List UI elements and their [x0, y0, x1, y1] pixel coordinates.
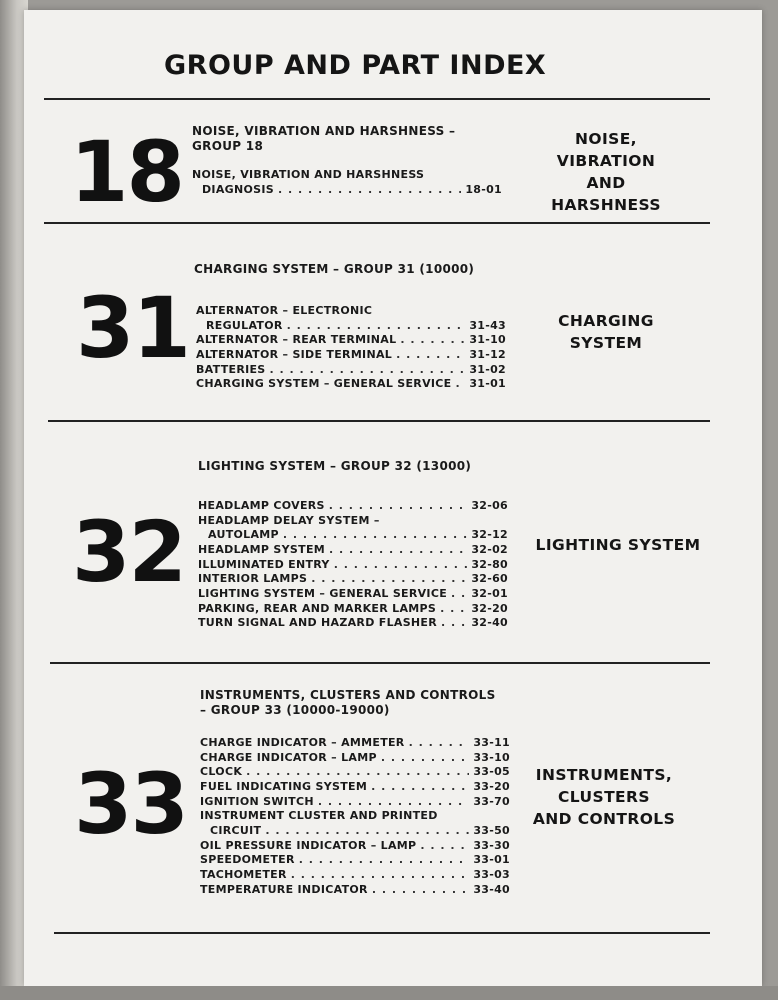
- index-entry: LIGHTING SYSTEM – GENERAL SERVICE . . . 32-01: [198, 587, 508, 602]
- entry-list: [192, 168, 502, 197]
- index-entry: AUTOLAMP . . . 32-12: [198, 528, 508, 543]
- entry-list: [196, 304, 506, 392]
- index-entry: TURN SIGNAL AND HAZARD FLASHER . . . 32-40: [198, 617, 508, 632]
- document-page: [24, 10, 762, 986]
- page-title: GROUP AND PART INDEX: [164, 50, 547, 81]
- index-entry: FUEL INDICATING SYSTEM . . . 33-20: [200, 780, 510, 795]
- section-heading: CHARGING SYSTEM – GROUP 31 (10000): [194, 262, 475, 276]
- index-entry: PARKING, REAR AND MARKER LAMPS . . . 32-20: [198, 602, 508, 617]
- index-entry: SPEEDOMETER . . . 33-01: [200, 854, 510, 869]
- index-entry: DIAGNOSIS . . . 18-01: [192, 183, 502, 198]
- index-entry: CLOCK . . . 33-05: [200, 765, 510, 780]
- section-heading: NOISE, VIBRATION AND HARSHNESS – GROUP 18: [192, 124, 456, 153]
- entry-list: [200, 736, 510, 898]
- index-entry: BATTERIES . . . 31-02: [196, 363, 506, 378]
- index-entry: ILLUMINATED ENTRY . . . 32-80: [198, 558, 508, 573]
- section-group-32: [24, 422, 762, 662]
- group-number: 18: [70, 123, 183, 221]
- index-entry: INTERIOR LAMPS . . . 32-60: [198, 572, 508, 587]
- section-tab-label: CHARGING SYSTEM: [558, 312, 654, 352]
- section-group-18: [24, 100, 762, 224]
- index-entry: HEADLAMP COVERS . . . 32-06: [198, 499, 508, 514]
- entry-list: [198, 499, 508, 631]
- divider-rule: [54, 932, 710, 934]
- index-entry: CHARGING SYSTEM – GENERAL SERVICE . . . 31-01: [196, 377, 506, 392]
- index-entry: NOISE, VIBRATION AND HARSHNESS: [192, 167, 425, 181]
- section-tab-label: INSTRUMENTS, CLUSTERS AND CONTROLS: [532, 766, 676, 828]
- index-entry: TEMPERATURE INDICATOR . . . 33-40: [200, 883, 510, 898]
- section-tab-label: LIGHTING SYSTEM: [535, 536, 701, 554]
- index-entry: HEADLAMP DELAY SYSTEM –: [198, 513, 380, 527]
- index-entry: TACHOMETER . . . 33-03: [200, 868, 510, 883]
- section-tab-label: NOISE, VIBRATION AND HARSHNESS: [551, 130, 661, 214]
- index-entry: OIL PRESSURE INDICATOR – LAMP . . . 33-30: [200, 839, 510, 854]
- section-group-33: [24, 664, 762, 934]
- section-heading: LIGHTING SYSTEM – GROUP 32 (13000): [198, 459, 472, 473]
- index-entry: REGULATOR . . . 31-43: [196, 319, 506, 334]
- section-group-31: [24, 224, 762, 420]
- index-entry: INSTRUMENT CLUSTER AND PRINTED: [200, 809, 438, 823]
- index-entry: ALTERNATOR – SIDE TERMINAL . . . 31-12: [196, 348, 506, 363]
- section-heading: INSTRUMENTS, CLUSTERS AND CONTROLS – GROUP 33 (10000-19000): [200, 688, 496, 717]
- group-number: 33: [74, 755, 187, 853]
- bottom-edge: [0, 986, 778, 1000]
- index-entry: ALTERNATOR – REAR TERMINAL . . . 31-10: [196, 333, 506, 348]
- index-entry: ALTERNATOR – ELECTRONIC: [196, 303, 373, 317]
- group-number: 31: [76, 279, 189, 377]
- index-entry: CHARGE INDICATOR – LAMP . . . 33-10: [200, 751, 510, 766]
- index-entry: HEADLAMP SYSTEM . . . 32-02: [198, 543, 508, 558]
- index-entry: CIRCUIT . . . 33-50: [200, 824, 510, 839]
- index-entry: CHARGE INDICATOR – AMMETER . . . 33-11: [200, 736, 510, 751]
- group-number: 32: [72, 503, 185, 601]
- index-entry: IGNITION SWITCH . . . 33-70: [200, 795, 510, 810]
